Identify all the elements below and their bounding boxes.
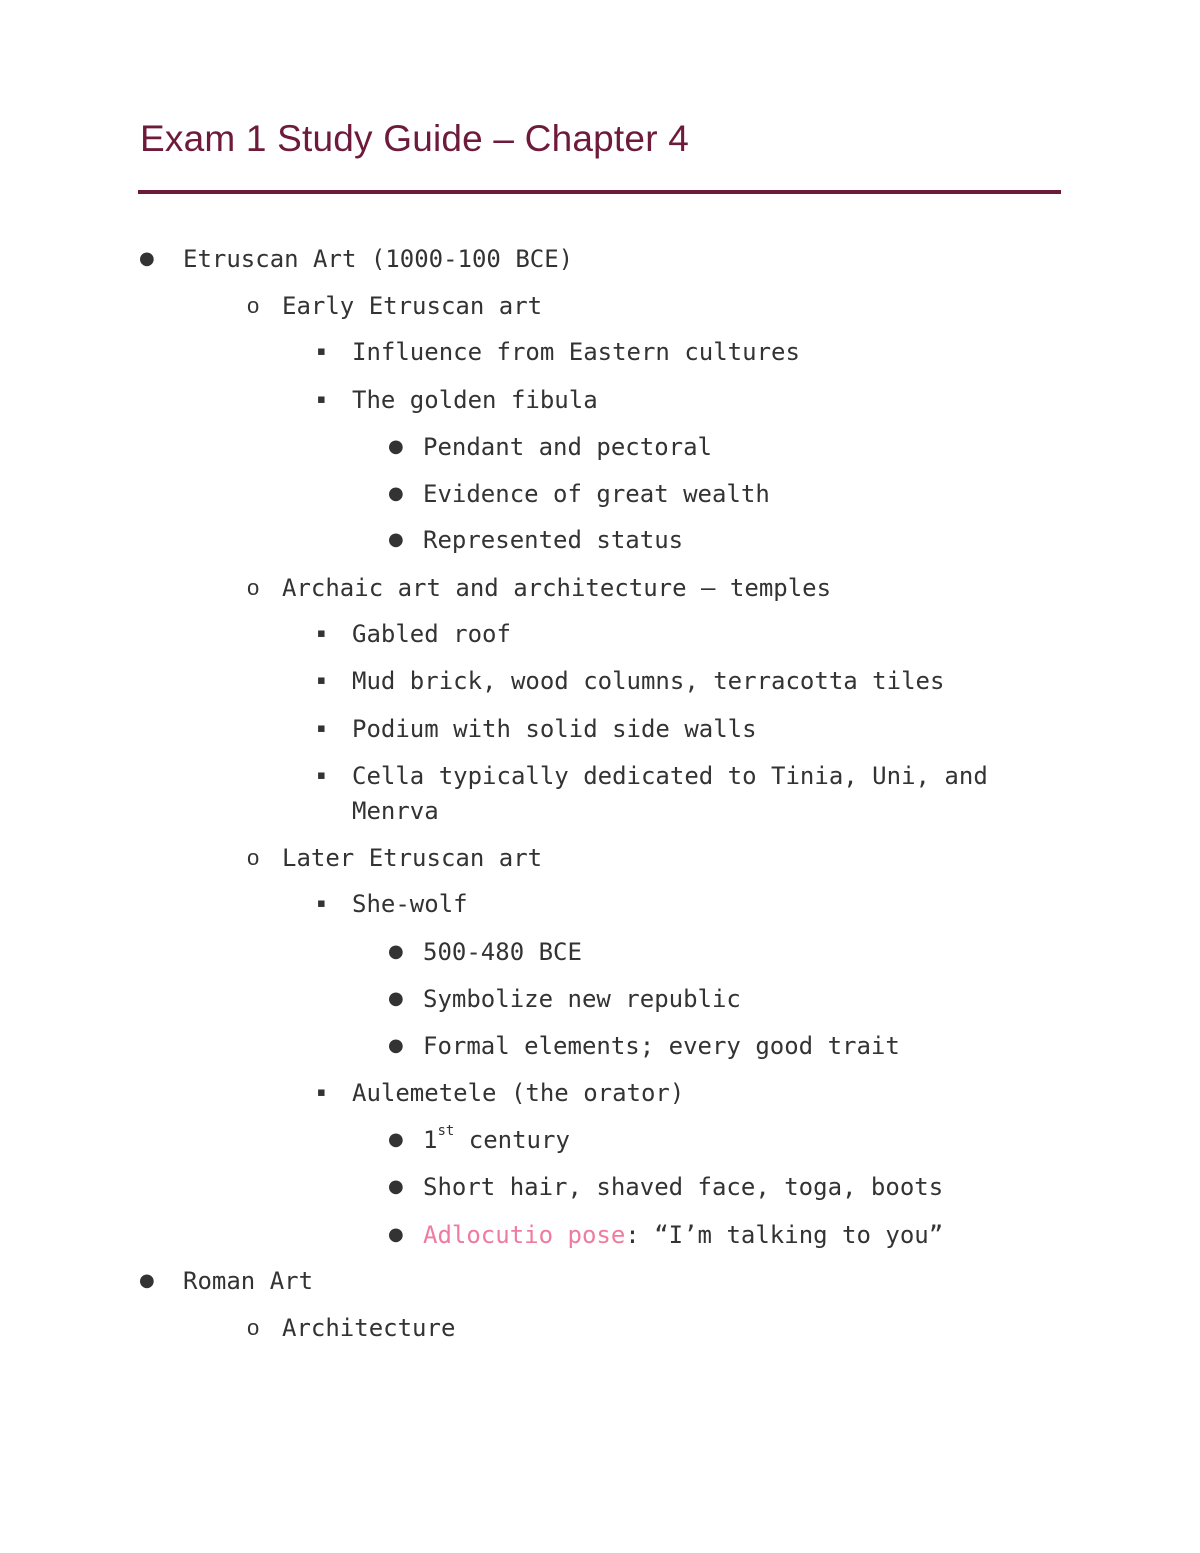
list-item-symbolize: Symbolize new republic <box>423 985 741 1013</box>
bullet-circle-icon: o <box>247 293 260 318</box>
bullet-square-icon: ▪ <box>317 673 326 688</box>
list-item-etruscan-art: Etruscan Art (1000-100 BCE) <box>183 245 574 273</box>
bullet-dot-icon: ● <box>388 529 404 550</box>
list-item-mud-brick: Mud brick, wood columns, terracotta tiles <box>352 667 945 695</box>
list-item-later-etruscan: Later Etruscan art <box>282 844 543 872</box>
bullet-square-icon: ▪ <box>317 344 326 359</box>
list-item-she-wolf: She-wolf <box>352 890 468 918</box>
list-item-cella-continued: Menrva <box>352 797 439 825</box>
list-item-archaic: Archaic art and architecture – temples <box>282 574 832 602</box>
century-number: 1 <box>423 1126 438 1154</box>
bullet-square-icon: ▪ <box>317 626 326 641</box>
bullet-dot-icon: ● <box>388 1176 404 1197</box>
bullet-dot-icon: ● <box>388 483 404 504</box>
page-title: Exam 1 Study Guide – Chapter 4 <box>140 118 689 159</box>
list-item-century <box>423 1124 570 1156</box>
list-item-formal: Formal elements; every good trait <box>423 1032 900 1060</box>
list-item-early-etruscan: Early Etruscan art <box>282 292 543 320</box>
bullet-circle-icon: o <box>247 575 260 600</box>
list-item-gabled-roof: Gabled roof <box>352 620 511 648</box>
list-item-date: 500-480 BCE <box>423 938 582 966</box>
list-item-architecture: Architecture <box>282 1314 456 1342</box>
bullet-dot-icon: ● <box>139 1270 155 1291</box>
bullet-dot-icon: ● <box>388 1224 404 1245</box>
title-divider <box>138 190 1061 194</box>
century-text: century <box>454 1126 570 1154</box>
list-item-short-hair: Short hair, shaved face, toga, boots <box>423 1173 944 1201</box>
bullet-dot-icon: ● <box>388 988 404 1009</box>
bullet-square-icon: ▪ <box>317 768 326 783</box>
bullet-circle-icon: o <box>247 845 260 870</box>
list-item-aulemetele: Aulemetele (the orator) <box>352 1079 685 1107</box>
adlocutio-description: : “I’m talking to you” <box>625 1221 944 1249</box>
bullet-dot-icon: ● <box>388 1129 404 1150</box>
list-item-adlocutio <box>423 1219 943 1251</box>
bullet-dot-icon: ● <box>388 1035 404 1056</box>
bullet-square-icon: ▪ <box>317 896 326 911</box>
list-item-pendant: Pendant and pectoral <box>423 433 712 461</box>
bullet-dot-icon: ● <box>388 436 404 457</box>
bullet-square-icon: ▪ <box>317 392 326 407</box>
list-item-podium: Podium with solid side walls <box>352 715 757 743</box>
century-superscript: st <box>437 1123 455 1139</box>
highlighted-term: Adlocutio pose <box>423 1221 626 1249</box>
list-item-cella: Cella typically dedicated to Tinia, Uni, and <box>352 762 988 790</box>
list-item-evidence: Evidence of great wealth <box>423 480 770 508</box>
bullet-square-icon: ▪ <box>317 1085 326 1100</box>
bullet-circle-icon: o <box>247 1315 260 1340</box>
list-item-influence: Influence from Eastern cultures <box>352 338 800 366</box>
bullet-dot-icon: ● <box>388 941 404 962</box>
list-item-status: Represented status <box>423 526 684 554</box>
bullet-square-icon: ▪ <box>317 721 326 736</box>
list-item-roman-art: Roman Art <box>183 1267 314 1295</box>
list-item-golden-fibula: The golden fibula <box>352 386 598 414</box>
bullet-dot-icon: ● <box>139 248 155 269</box>
